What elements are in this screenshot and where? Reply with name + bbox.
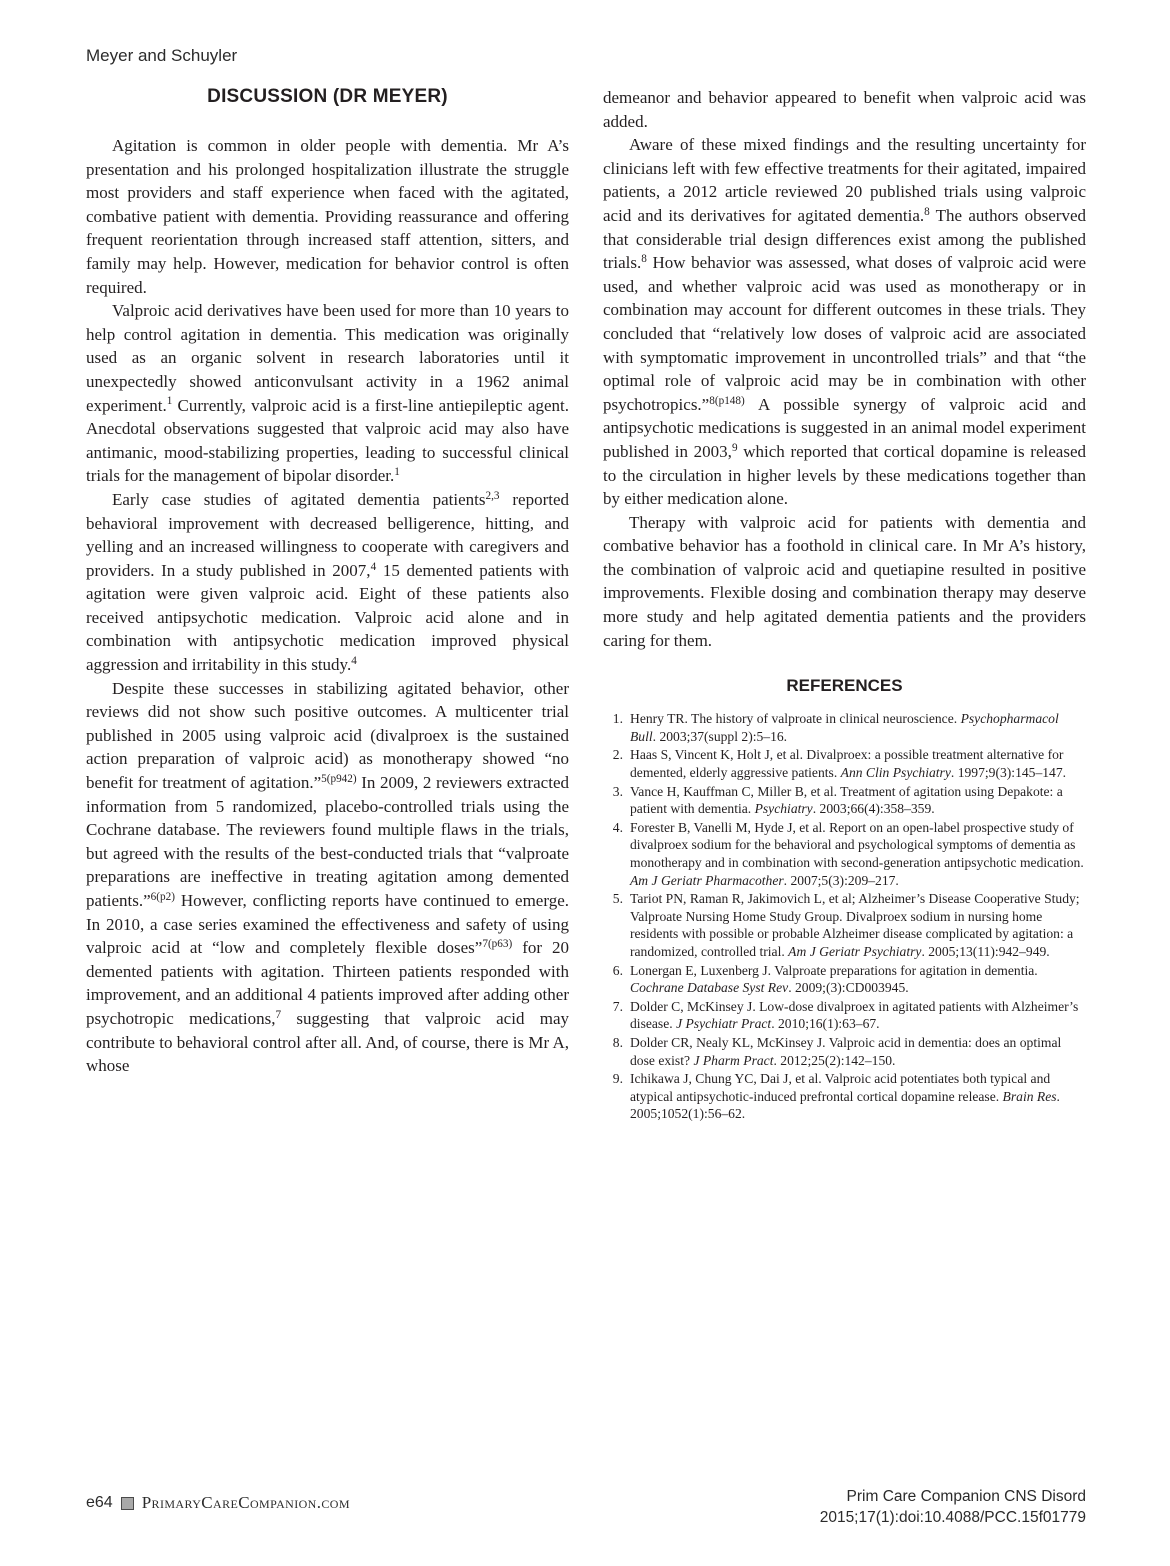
running-head: Meyer and Schuyler [86,46,238,65]
text-run: Early case studies of agitated dementia patients [112,489,486,509]
citation-superscript: 8 [641,253,647,265]
reference-item [603,962,1086,997]
text-run: Aware of these mixed findings and the resulting uncertainty for clinicians left with few effective treatments for their agitated, impaired patients, a 2012 article reviewed 20 published trials using valproic acid and its derivatives for agitated dementia. [603,135,1086,225]
reference-text [630,962,1086,997]
citation-superscript: 2,3 [485,489,500,502]
text-run: Valproic acid derivatives have been used for more than 10 years to help control agitation in dementia. This medication was originally used as an organic solvent in research laboratories until it unexpectedly showed anticonvulsant activity in a 1962 animal experiment. [86,301,569,415]
reference-item [603,1070,1086,1123]
text-run: How behavior was assessed, what doses of valproic acid were used, and whether valproic acid was used as monotherapy or in combination may account for different outcomes in these trials. They concluded that “relatively low doses of valproic acid are associated with symptomatic improvement in uncontrolled trials” and that “the optimal role of valproic acid may be in combination with other psychotropics.” [603,253,1086,414]
text-run: Ichikawa J, Chung YC, Dai J, et al. Valproic acid potentiates both typical and atypical antipsychotic-induced prefrontal cortical dopamine release. [630,1071,1051,1104]
paragraph [603,133,1086,511]
citation-superscript: 5(p942) [321,772,357,785]
journal-logo-icon [121,1497,134,1510]
reference-number: 1. [612,711,623,727]
reference-item [603,819,1086,889]
text-run: However, conflicting reports have continued to emerge. In 2010, a case series examined the effectiveness and safety of using valproic acid at “low and completely flexible doses” [86,891,569,958]
text-run: 15 demented patients with agitation were given valproic acid. Eight of these patients also received antipsychotic medication. Valproic acid alone and in combination with antipsychotic medication improved physical aggression and irritability in this study. [86,560,569,675]
text-run: which reported that cortical dopamine is released to the circulation in higher levels by these medications together than by either medication alone. [603,441,1086,509]
reference-number: 3. [612,783,623,799]
paragraph [86,299,569,488]
text-run: . 1997;9(3):145–147. [950,765,1067,781]
citation-superscript: 4 [370,560,377,573]
text-run: . 2010;16(1):63–67. [771,1016,880,1032]
text-run: A possible synergy of valproic acid and antipsychotic medications is suggested in an animal model experiment published in 2003, [603,394,1086,461]
text-run: Vance H, Kauffman C, Miller B, et al. Treatment of agitation using Depakote: a patient with dementia. [630,783,1063,817]
reference-item [603,998,1086,1033]
reference-item [603,1034,1086,1069]
text-run: Am J Geriatr Pharmacother [630,872,784,888]
text-run: Ann Clin Psychiatry [840,765,951,781]
text-run: Despite these successes in stabilizing agitated behavior, other reviews did not show such positive outcomes. A multicenter trial published in 2005 using valproic acid (divalproex is the sustained action preparation of valproic acid) as monotherapy showed “no benefit for treatment of agitation.” [86,678,569,793]
right-column-paragraphs [603,86,1086,652]
page-number: e64 [86,1494,113,1511]
text-run: Cochrane Database Syst Rev [630,980,789,996]
citation-superscript: 6(p2) [150,890,175,903]
right-column [603,86,1086,1124]
reference-number: 6. [612,962,623,978]
text-run: demeanor and behavior appeared to benefit when valproic acid was added. [603,88,1086,131]
text-run: Psychopharmacol Bull [630,711,1059,744]
reference-text [630,890,1086,960]
paragraph [603,86,1086,133]
text-run: . 2005;1052(1):56–62. [630,1088,1060,1122]
text-run: In 2009, 2 reviewers extracted information from 5 randomized, placebo-controlled trials using the Cochrane database. The reviewers found multiple flaws in the trials, but agreed with the results of the best-conducted trials that “valproate preparations are ineffective in treating agitation among demented patients.” [86,773,569,910]
reference-text [630,783,1086,818]
text-run: Haas S, Vincent K, Holt J, et al. Divalproex: a possible treatment alternative for demented, elderly aggressive patients. [630,747,1064,781]
reference-item [603,710,1086,745]
reference-text [630,1070,1086,1123]
text-run: Lonergan E, Luxenberg J. Valproate preparations for agitation in dementia. [630,962,1038,978]
reference-item [603,746,1086,781]
paragraph [603,511,1086,653]
discussion-heading: DISCUSSION (DR MEYER) [207,86,448,107]
reference-number: 4. [612,819,623,835]
footer-left [86,1493,350,1513]
footer-doi: 2015;17(1):doi:10.4088/PCC.15f01779 [819,1509,1086,1526]
citation-superscript: 1 [166,395,173,408]
text-run: Brain Res [1002,1088,1057,1104]
reference-text [630,1034,1086,1069]
paragraph [86,677,569,1078]
reference-text [630,819,1086,889]
left-column-paragraphs [86,134,569,1078]
citation-superscript: 7(p63) [482,938,513,951]
reference-number: 2. [612,747,623,763]
footer-site-name: PrimaryCareCompanion.com [141,1493,350,1512]
footer-journal-name: Prim Care Companion CNS Disord [846,1488,1086,1505]
citation-superscript: 1 [394,466,400,479]
text-run: Currently, valproic acid is a first-line antiepileptic agent. Anecdotal observations suggested that valproic acid may also have antimanic, mood-stabilizing properties, leading to successful clinical trials for the management of bipolar disorder. [86,395,569,486]
text-run: . 2003;66(4):358–359. [812,801,935,817]
text-run: Dolder C, McKinsey J. Low-dose divalproex in agitated patients with Alzheimer’s disease. [630,998,1079,1032]
references-list [603,710,1086,1123]
text-run: Tariot PN, Raman R, Jakimovich L, et al; Alzheimer’s Disease Cooperative Study; Valproate Nursing Home Study Group. Divalproex sodium in nursing home residents with possible or probable Alzheimer disease complicated by agitation: a randomized, controlled trial. [630,891,1080,959]
text-run: . 2009;(3):CD003945. [788,980,909,996]
article-body [86,86,1086,1124]
citation-superscript: 8 [924,205,930,218]
footer-journal-citation [820,1486,1086,1528]
reference-number: 7. [612,998,623,1014]
citation-superscript: 7 [275,1008,282,1021]
reference-item [603,783,1086,818]
reference-text [630,746,1086,781]
citation-superscript: 4 [351,654,357,667]
text-run: Henry TR. The history of valproate in clinical neuroscience. [630,711,961,727]
text-run: Am J Geriatr Psychiatry [788,943,922,959]
paragraph [86,488,569,677]
left-column [86,86,569,1124]
text-run: for 20 demented patients with agitation. Thirteen patients responded with improvement, and an additional 4 patients improved after adding other psychotropic medications, [86,938,569,1028]
reference-number: 8. [612,1034,623,1050]
citation-superscript: 8(p148) [709,394,745,407]
reference-number: 9. [612,1071,623,1087]
citation-superscript: 9 [731,441,738,454]
text-run: reported behavioral improvement with decreased belligerence, hitting, and yelling and an increased willingness to cooperate with caregivers and providers. In a study published in 2007, [86,489,570,580]
paragraph [86,134,569,299]
references-heading: REFERENCES [786,676,903,696]
reference-number: 5. [612,891,623,907]
text-run: . 2005;13(11):942–949. [921,943,1050,959]
reference-text [630,998,1086,1033]
text-run: Psychiatry [754,801,813,817]
text-run: suggesting that valproic acid may contribute to behavioral control after all. And, of course, there is Mr A, whose [86,1008,569,1076]
text-run: Forester B, Vanelli M, Hyde J, et al. Report on an open-label prospective study of divalproex sodium for the behavioral and psychological symptoms of dementia as monotherapy and in combination with second-generation antipsychotic medication. [630,819,1084,870]
text-run: . 2007;5(3):209–217. [783,872,899,888]
text-run: J Psychiatr Pract [676,1016,772,1032]
text-run: . 2012;25(2):142–150. [773,1052,896,1068]
text-run: . 2003;37(suppl 2):5–16. [652,728,788,744]
text-run: The authors observed that considerable trial design differences exist among the published trials. [603,205,1086,273]
text-run: Dolder CR, Nealy KL, McKinsey J. Valproic acid in dementia: does an optimal dose exist? [630,1034,1062,1068]
reference-text [630,710,1086,745]
text-run: Agitation is common in older people with dementia. Mr A’s presentation and his prolonged hospitalization illustrate the struggle most providers and staff experience when faced with the agitated, combative patient with dementia. Providing reassurance and offering frequent reorientation through increased staff attention, sitters, and family may help. However, medication for behavior control is often required. [86,136,569,297]
reference-item [603,890,1086,960]
text-run: J Pharm Pract [693,1052,774,1068]
text-run: Therapy with valproic acid for patients with dementia and combative behavior has a foothold in clinical care. In Mr A’s history, the combination of valproic acid and quetiapine resulted in positive improvements. Flexible dosing and combination therapy may deserve more study and help agitated dementia patients and the providers caring for them. [603,512,1086,650]
